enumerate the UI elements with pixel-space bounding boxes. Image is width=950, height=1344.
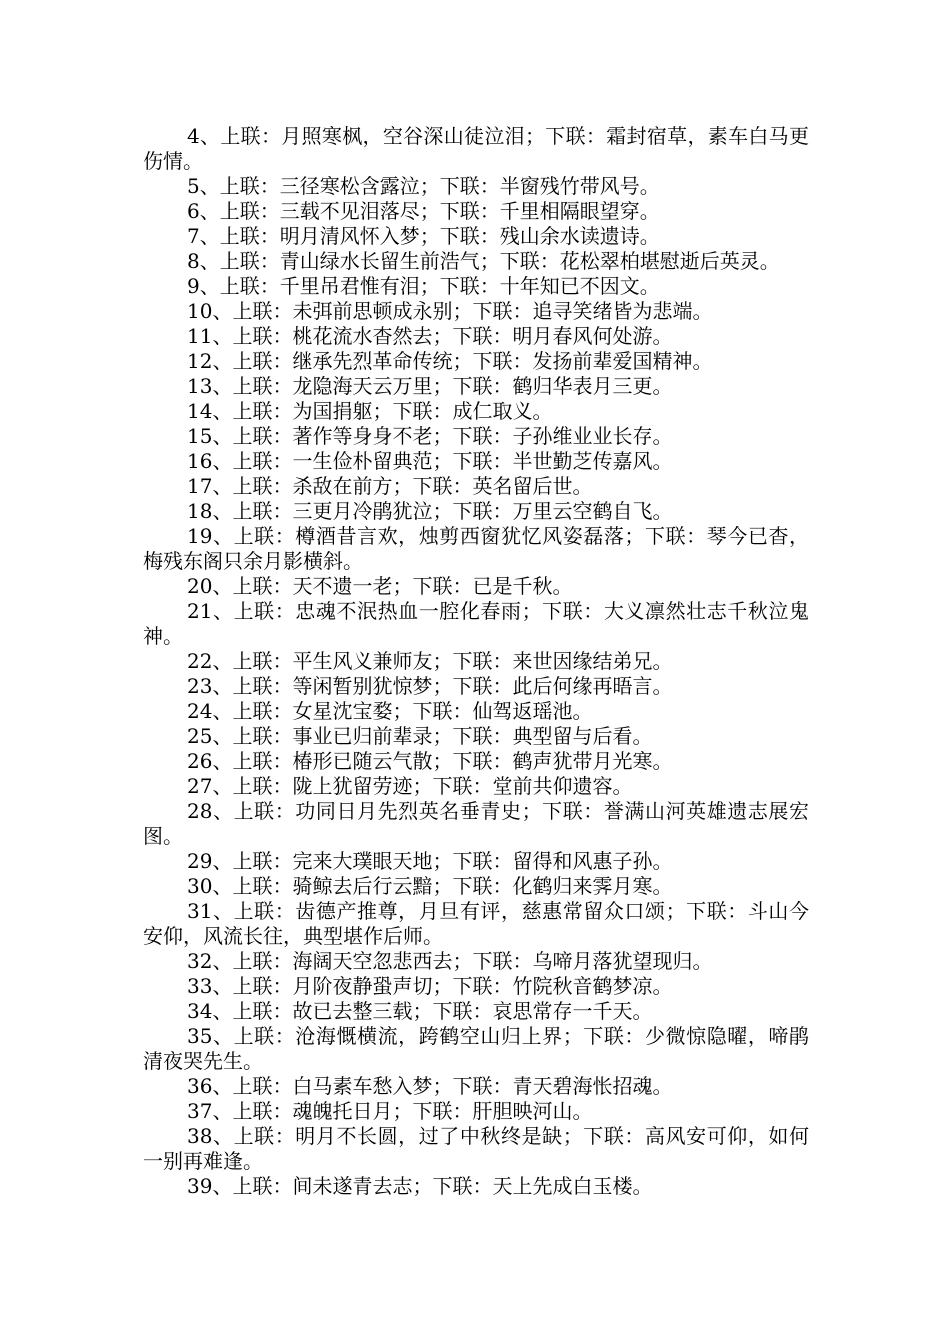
couplet-item-11: 11、上联：桃花流水杳然去；下联：明月春风何处游。 (187, 324, 673, 348)
couplet-item-6: 6、上联：三载不见泪落尽；下联：千里相隔眼望穿。 (187, 199, 660, 223)
couplet-list (143, 124, 809, 1199)
couplet-item-39: 39、上联：间未遂青去志；下联：天上先成白玉楼。 (187, 1174, 653, 1198)
couplet-item-21: 21、上联：忠魂不泯热血一腔化春雨；下联：大义凛然壮志千秋泣鬼神。 (143, 599, 809, 648)
couplet-item-22: 22、上联：平生风义兼师友；下联：来世因缘结弟兄。 (187, 649, 673, 673)
couplet-item-35: 35、上联：沧海慨横流，跨鹤空山归上界；下联：少微惊隐曜，啼鹃清夜哭先生。 (143, 1024, 809, 1073)
couplet-item-8: 8、上联：青山绿水长留生前浩气；下联：花松翠柏堪慰逝后英灵。 (187, 249, 780, 273)
couplet-item-16: 16、上联：一生俭朴留典范；下联：半世勤芝传嘉风。 (187, 449, 673, 473)
couplet-item-14: 14、上联：为国捐躯；下联：成仁取义。 (187, 399, 553, 423)
couplet-item-5: 5、上联：三径寒松含露泣；下联：半窗残竹带风号。 (187, 174, 660, 198)
couplet-item-27: 27、上联：陇上犹留劳迹；下联：堂前共仰遗容。 (187, 774, 633, 798)
couplet-item-33: 33、上联：月阶夜静蛩声切；下联：竹院秋音鹤梦凉。 (187, 974, 673, 998)
couplet-item-10: 10、上联：未弭前思顿成永别；下联：追寻笑绪皆为悲端。 (187, 299, 713, 323)
couplet-item-13: 13、上联：龙隐海天云万里；下联：鹤归华表月三更。 (187, 374, 673, 398)
couplet-item-7: 7、上联：明月清风怀入梦；下联：残山余水读遗诗。 (187, 224, 660, 248)
couplet-item-31: 31、上联：齿德产推尊，月旦有评，慈惠常留众口颂；下联：斗山今安仰，风流长往，典型堪作后师。 (143, 899, 809, 948)
couplet-item-19: 19、上联：樽酒昔言欢，烛剪西窗犹忆风姿磊落；下联：琴今已杳，梅残东阁只余月影横斜。 (143, 524, 809, 573)
couplet-item-26: 26、上联：椿形已随云气散；下联：鹤声犹带月光寒。 (187, 749, 673, 773)
couplet-item-18: 18、上联：三更月冷鹃犹泣；下联：万里云空鹤自飞。 (187, 499, 673, 523)
couplet-item-30: 30、上联：骑鲸去后行云黯；下联：化鹤归来霁月寒。 (187, 874, 673, 898)
couplet-item-15: 15、上联：著作等身身不老；下联：子孙维业业长存。 (187, 424, 673, 448)
couplet-item-32: 32、上联：海阔天空忽悲西去；下联：乌啼月落犹望现归。 (187, 949, 713, 973)
couplet-item-12: 12、上联：继承先烈革命传统；下联：发扬前辈爱国精神。 (187, 349, 713, 373)
couplet-item-9: 9、上联：千里吊君惟有泪；下联：十年知已不因文。 (187, 274, 660, 298)
couplet-item-38: 38、上联：明月不长圆，过了中秋终是缺；下联：高风安可仰，如何一别再难逢。 (143, 1124, 809, 1173)
couplet-item-25: 25、上联：事业已归前辈录；下联：典型留与后看。 (187, 724, 653, 748)
couplet-item-24: 24、上联：女星沈宝婺；下联：仙驾返瑶池。 (187, 699, 593, 723)
couplet-item-29: 29、上联：完来大璞眼天地；下联：留得和风惠子孙。 (187, 849, 673, 873)
couplet-item-4: 4、上联：月照寒枫，空谷深山徒泣泪；下联：霜封宿草，素车白马更伤情。 (143, 124, 809, 173)
couplet-item-17: 17、上联：杀敌在前方；下联：英名留后世。 (187, 474, 593, 498)
couplet-item-36: 36、上联：白马素车愁入梦；下联：青天碧海怅招魂。 (187, 1074, 673, 1098)
couplet-item-34: 34、上联：故已去整三载；下联：哀思常存一千天。 (187, 999, 653, 1023)
couplet-item-28: 28、上联：功同日月先烈英名垂青史；下联：誉满山河英雄遗志展宏图。 (143, 799, 809, 848)
couplet-item-37: 37、上联：魂魄托日月；下联：肝胆映河山。 (187, 1099, 593, 1123)
couplet-item-20: 20、上联：天不遗一老；下联：已是千秋。 (187, 574, 573, 598)
couplet-item-23: 23、上联：等闲暂别犹惊梦；下联：此后何缘再晤言。 (187, 674, 673, 698)
